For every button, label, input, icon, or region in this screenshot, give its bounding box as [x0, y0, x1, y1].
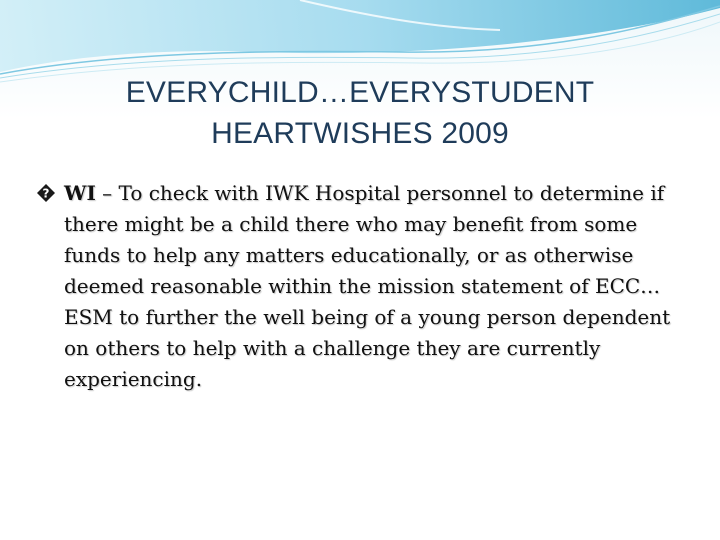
svg-text:?: ? [42, 186, 50, 201]
title-line-1: EVERYCHILD…EVERYSTUDENT [125, 76, 595, 109]
bullet-item [36, 178, 686, 395]
slide-title [60, 72, 660, 154]
title-line-2: HEARTWISHES 2009 [211, 117, 509, 150]
bullet-lead: WI [64, 181, 96, 205]
bullet-text: – To check with IWK Hospital personnel to determine if there might be a child there who may benefit from some funds to help any matters educationally, or as otherwise deemed reasonable within the mission statement of ECC…ESM to further the well being of a young person dependent on others to help with a challenge they are currently experiencing. [64, 181, 671, 391]
replacement-character-icon [36, 183, 56, 203]
slide-body [36, 178, 686, 395]
